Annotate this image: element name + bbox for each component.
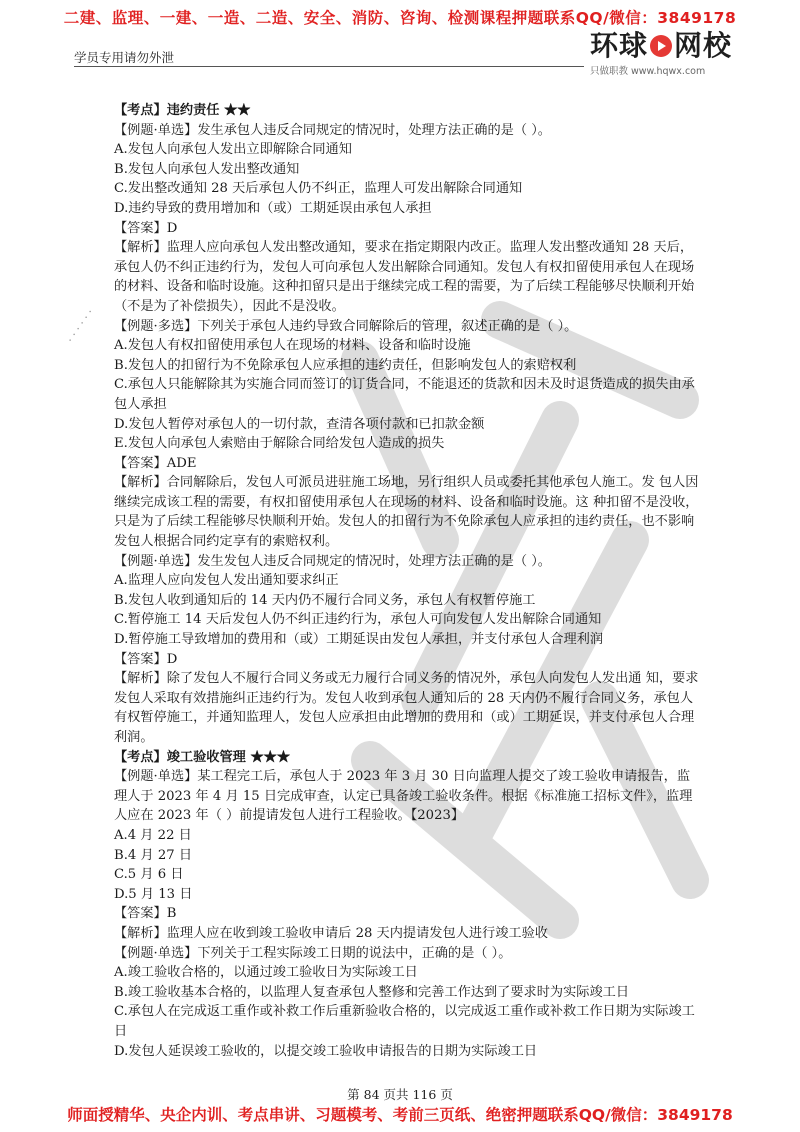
brand-logo xyxy=(590,30,740,80)
analysis-paragraph: 【解析】监理人应在收到竣工验收申请后 28 天内提请发包人进行竣工验收 xyxy=(114,925,548,941)
option-line: C.5 月 6 日 xyxy=(114,867,184,883)
option-line: D.发包人暂停对承包人的一切付款，查清各项付款和已扣款金额 xyxy=(114,416,485,432)
question-stem: 【例题·单选】发生承包人违反合同规定的情况时，处理方法正确的是（ ）。 xyxy=(114,122,551,138)
bottom-promo-banner: 师面授精华、央企内训、考点串讲、习题模考、考前三页纸、绝密押题联系QQ/微信：3849178 xyxy=(67,1106,733,1124)
question-stem: 【例题·单选】某工程完工后，承包人于 2023 年 3 月 30 日向监理人提交了竣工验收申请报告，监理人于 2023 年 4 月 15 日完成审查，认定已具备竣工验收条件。根据《标准施工招标文件》，监理人应在 2023 年（ ）前提请发包人进行工程验收。【2023】 xyxy=(114,769,693,824)
question-stem: 【例题·单选】发生发包人违反合同规定的情况时，处理方法正确的是（ ）。 xyxy=(114,553,551,569)
question-stem: 【例题·单选】下列关于工程实际竣工日期的说法中，正确的是（ ）。 xyxy=(114,945,512,961)
section-heading: 【考点】竣工验收管理 ★★★ xyxy=(114,749,291,765)
option-line: B.发包人收到通知后的 14 天内仍不履行合同义务，承包人有权暂停施工 xyxy=(114,592,536,608)
logo-subtitle: 只做职教 www.hqwx.com xyxy=(590,66,706,77)
analysis-paragraph: 【解析】除了发包人不履行合同义务或无力履行合同义务的情况外，承包人向发包人发出通 知，要求发包人采取有效措施纠正违约行为。发包人收到承包人通知后的 28 天内仍不履行合同义务，承包人有权暂停施工，并通知监理人，发包人应承担由此增加的费用和（或）工期延误，并支付承包人合理利润。 xyxy=(114,671,699,745)
option-line: D.违约导致的费用增加和（或）工期延误由承包人承担 xyxy=(114,200,432,216)
answer-line: 【答案】B xyxy=(114,906,177,922)
answer-line: 【答案】D xyxy=(114,220,178,236)
option-line: B.4 月 27 日 xyxy=(114,847,193,863)
option-line: C.承包人只能解除其为实施合同而签订的订货合同，不能退还的货款和因未及时退货造成的损失由承包人承担 xyxy=(114,377,695,412)
question-stem: 【例题·多选】下列关于承包人违约导致合同解除后的管理，叙述正确的是（ ）。 xyxy=(114,318,578,334)
option-line: A.竣工验收合格的，以通过竣工验收日为实际竣工日 xyxy=(114,965,418,981)
section-heading: 【考点】违约责任 ★★ xyxy=(114,103,251,118)
logo-text-right: 网校 xyxy=(674,29,733,62)
option-line: C.发出整改通知 28 天后承包人仍不纠正，监理人可发出解除合同通知 xyxy=(114,181,523,197)
header-note: 学员专用请勿外泄 xyxy=(74,50,175,65)
side-watermark-icon: · · · · · · xyxy=(64,306,97,346)
document-body xyxy=(114,101,702,1061)
analysis-paragraph: 【解析】合同解除后，发包人可派员进驻施工场地，另行组织人员或委托其他承包人施工。发 包人因继续完成该工程的需要，有权扣留使用承包人在现场的材料、设备和临时设施。这 种扣留不是没收，只是为了后续工程能够尽快顺利开始。发包人的扣留行为不免除承包人应承担的违约责任，也不影响发包人根据合同约定享有的索赔权利。 xyxy=(114,475,699,550)
analysis-paragraph: 【解析】监理人应向承包人发出整改通知，要求在指定期限内改正。监理人发出整改通知 28 天后，承包人仍不纠正违约行为，发包人可向承包人发出解除合同通知。发包人有权扣留使用承包人在现场的材料、设备和临时设施。这种扣留只是出于继续完成工程的需要，为了后续工程能够尽快顺利开始（不是为了补偿损失），因此不是没收。 xyxy=(114,240,695,314)
option-line: A.监理人应向发包人发出通知要求纠正 xyxy=(114,573,339,589)
option-line: D.5 月 13 日 xyxy=(114,886,193,902)
logo-text-left: 环球 xyxy=(590,29,649,62)
option-line: B.发包人的扣留行为不免除承包人应承担的违约责任，但影响发包人的索赔权利 xyxy=(114,357,577,373)
header-divider xyxy=(74,66,584,67)
top-promo-banner: 二建、监理、一建、一造、二造、安全、消防、咨询、检测课程押题联系QQ/微信：3849178 xyxy=(63,9,737,27)
option-line: C.暂停施工 14 天后发包人仍不纠正违约行为，承包人可向发包人发出解除合同通知 xyxy=(114,612,602,628)
option-line: A.发包人向承包人发出立即解除合同通知 xyxy=(114,142,352,158)
option-line: D.发包人延误竣工验收的，以提交竣工验收申请报告的日期为实际竣工日 xyxy=(114,1043,538,1059)
option-line: A.发包人有权扣留使用承包人在现场的材料、设备和临时设施 xyxy=(114,338,471,354)
answer-line: 【答案】ADE xyxy=(114,455,197,471)
option-line: C.承包人在完成返工重作或补救工作后重新验收合格的，以完成返工重作或补救工作日期为实际竣工日 xyxy=(114,1004,695,1039)
page-number: 第 84 页共 116 页 xyxy=(347,1087,453,1102)
option-line: E.发包人向承包人索赔由于解除合同给发包人造成的损失 xyxy=(114,436,445,452)
option-line: A.4 月 22 日 xyxy=(114,827,192,843)
option-line: D.暂停施工导致增加的费用和（或）工期延误由发包人承担，并支付承包人合理利润 xyxy=(114,632,604,648)
option-line: B.竣工验收基本合格的，以监理人复查承包人整修和完善工作达到了要求时为实际竣工日 xyxy=(114,984,630,1000)
option-line: B.发包人向承包人发出整改通知 xyxy=(114,161,300,177)
answer-line: 【答案】D xyxy=(114,651,178,667)
play-icon xyxy=(650,35,672,57)
